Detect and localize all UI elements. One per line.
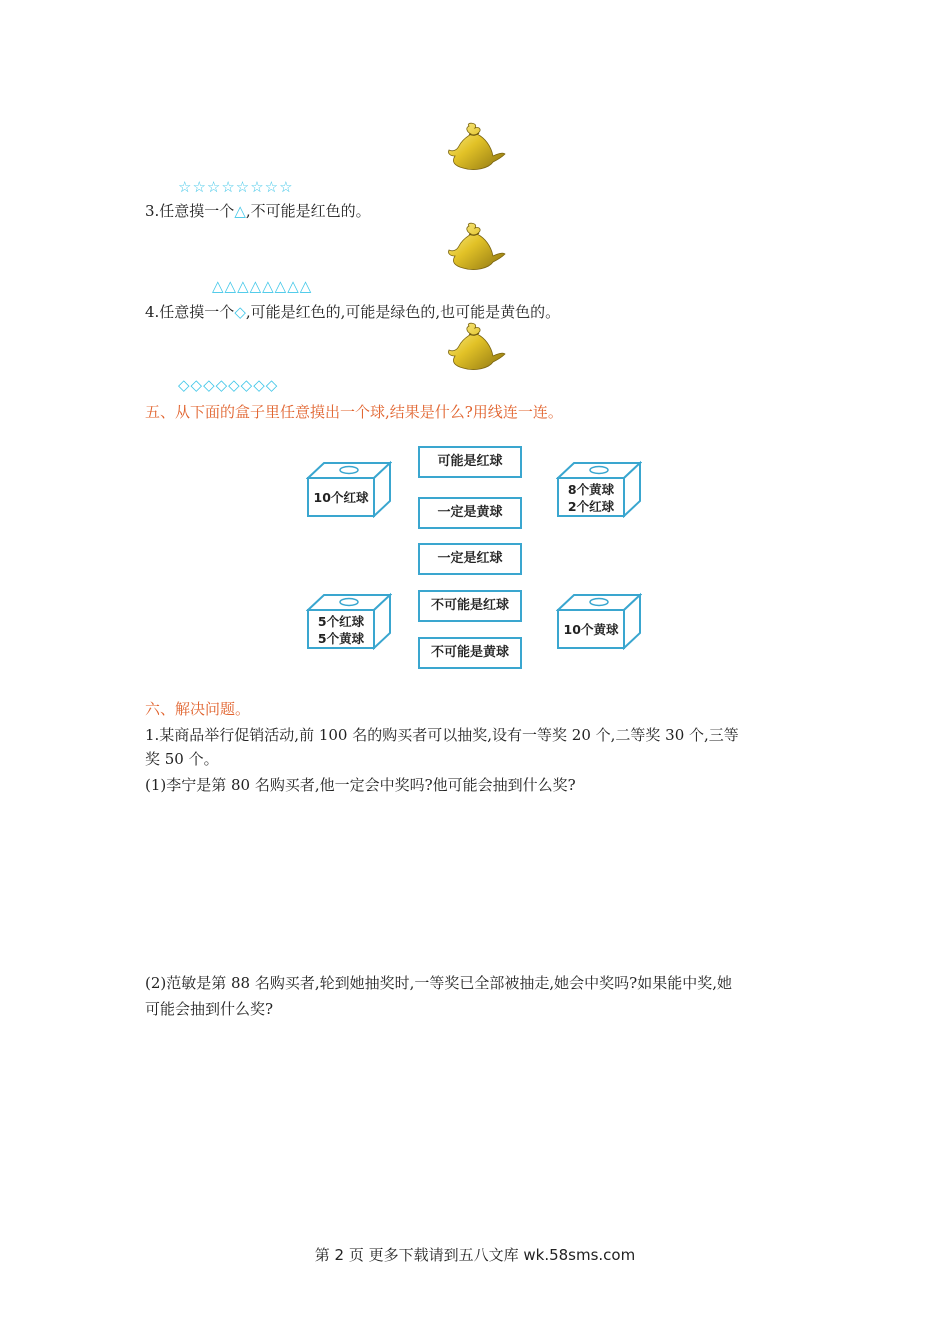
question-4-4: 4.任意摸一个◇,可能是红色的,可能是绿色的,也可能是黄色的。 <box>145 303 561 321</box>
option-card[interactable]: 可能是红球 <box>418 446 522 478</box>
question-4-3: 3.任意摸一个△,不可能是红色的。 <box>145 202 371 220</box>
box-label: 8个黄球 <box>567 482 615 497</box>
bag-icon <box>445 222 507 272</box>
box-label: 2个红球 <box>567 499 615 514</box>
diamond-icon: ◇ <box>234 303 246 321</box>
option-card[interactable]: 不可能是黄球 <box>418 637 522 669</box>
option-card[interactable]: 不可能是红球 <box>418 590 522 622</box>
ball-box-2 <box>556 460 642 518</box>
bag-icon <box>445 122 507 172</box>
ball-box-1 <box>306 460 392 518</box>
diamond-shapes-row: ◇◇◇◇◇◇◇◇ <box>178 376 279 394</box>
section-5-title: 五、从下面的盒子里任意摸出一个球,结果是什么?用线连一连。 <box>145 403 563 421</box>
ball-box-3 <box>306 592 392 650</box>
question-6-1-sub1: (1)李宁是第 80 名购买者,他一定会中奖吗?他可能会抽到什么奖? <box>145 776 576 794</box>
bag-icon <box>445 322 507 372</box>
option-card[interactable]: 一定是黄球 <box>418 497 522 529</box>
question-6-1: 1.某商品举行促销活动,前 100 名的购买者可以抽奖,设有一等奖 20 个,二等奖 30 个,三等 <box>145 726 739 744</box>
option-card[interactable]: 一定是红球 <box>418 543 522 575</box>
question-6-1-cont: 奖 50 个。 <box>145 750 219 768</box>
box-label: 5个黄球 <box>317 631 365 646</box>
ball-box-4 <box>556 592 642 650</box>
triangle-shapes-row: △△△△△△△△ <box>212 277 313 295</box>
section-6-title: 六、解决问题。 <box>145 700 251 718</box>
box-label: 10个红球 <box>313 490 369 505</box>
page-footer: 第 2 页 更多下载请到五八文库 wk.58sms.com <box>314 1246 636 1264</box>
question-6-1-sub2-cont: 可能会抽到什么奖? <box>145 1000 274 1018</box>
triangle-icon: △ <box>234 202 246 220</box>
box-label: 5个红球 <box>317 614 365 629</box>
star-shapes-row: ☆☆☆☆☆☆☆☆ <box>178 178 294 196</box>
question-6-1-sub2: (2)范敏是第 88 名购买者,轮到她抽奖时,一等奖已全部被抽走,她会中奖吗?如果能中奖,她 <box>145 974 732 992</box>
box-label: 10个黄球 <box>563 622 619 637</box>
